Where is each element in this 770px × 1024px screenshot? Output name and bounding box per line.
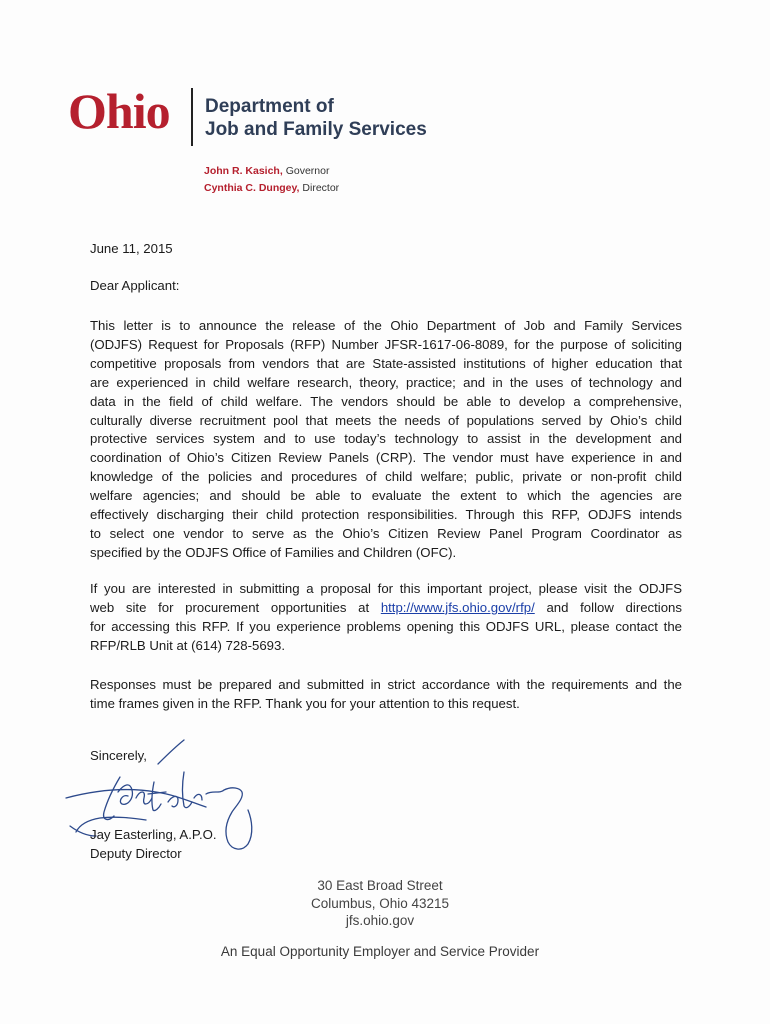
salutation: Dear Applicant: [90, 278, 180, 293]
paragraph-line: time frames given in the RFP. Thank you for your attention to this request. [90, 695, 520, 711]
logo-divider [191, 88, 193, 146]
paragraph-line: coordination of Ohio’s Citizen Review Panels (CRP). The vendor must have experience in and [90, 450, 682, 466]
paragraph-line: protective services system and to use today’s technology to assist in the development and [90, 431, 682, 447]
governor-title: Governor [285, 165, 330, 177]
director-name: Cynthia C. Dungey, [204, 182, 300, 194]
department-name-line1: Department of [205, 96, 334, 117]
paragraph-line: welfare agencies; and should be able to evaluate the extent to which the agencies are [90, 488, 682, 504]
paragraph-line: Responses must be prepared and submitted in strict accordance with the requirements and the [90, 677, 682, 692]
paragraph-line [90, 599, 682, 618]
paragraph-requirements [90, 676, 682, 714]
rfp-link[interactable]: http://www.jfs.ohio.gov/rfp/ [380, 599, 535, 615]
letter-date: June 11, 2015 [90, 241, 173, 256]
signer-title: Deputy Director [90, 846, 182, 861]
closing: Sincerely, [90, 748, 147, 763]
governor-line [204, 163, 339, 180]
paragraph-line: If you are interested in submitting a proposal for this important project, please visit the ODJFS [90, 581, 682, 596]
paragraph-line: RFP/RLB Unit at (614) 728-5693. [90, 637, 285, 653]
paragraph-line: specified by the ODJFS Office of Families and Children (OFC). [90, 544, 457, 560]
paragraph-line: culturally diverse recruitment pool that meets the needs of populations served by Ohio’s child [90, 412, 682, 428]
paragraph-text: and follow directions [534, 599, 682, 615]
signer-name: Jay Easterling, A.P.O. [90, 827, 217, 842]
footer-website: jfs.ohio.gov [345, 913, 415, 928]
paragraph-line: are experienced in child welfare research, theory, practice; and in the uses of technology and [90, 374, 682, 390]
governor-name: John R. Kasich, [204, 165, 283, 177]
paragraph-line: (ODJFS) Request for Proposals (RFP) Number JFSR-1617-06-8089, for the purpose of soliciting [90, 336, 682, 352]
footer-eeo-statement: An Equal Opportunity Employer and Service Provider [220, 944, 540, 959]
paragraph-line: This letter is to announce the release of the Ohio Department of Job and Family Services [90, 318, 682, 333]
paragraph-line: for accessing this RFP. If you experience problems opening this ODJFS URL, please contact the [90, 618, 682, 634]
paragraph-line: competitive proposals from vendors that are State-assisted institutions of higher education that [90, 355, 682, 371]
paragraph-line: data in the field of child welfare. The vendors should be able to develop a comprehensive, [90, 393, 682, 409]
footer-address-street: 30 East Broad Street [317, 878, 443, 893]
director-title: Director [302, 182, 340, 194]
paragraph-line: knowledge of the policies and procedures of child welfare; public, private or non-profit child [90, 469, 682, 485]
department-name-line2: Job and Family Services [205, 119, 427, 140]
paragraph-line: effectively discharging their child protection responsibilities. Through this RFP, ODJFS intends [90, 507, 682, 523]
paragraph-announcement [90, 317, 682, 563]
ohio-logo: Ohio [68, 83, 170, 139]
footer-address-city: Columbus, Ohio 43215 [310, 896, 450, 911]
paragraph-text: web site for procurement opportunities at [90, 599, 381, 615]
director-line [204, 180, 339, 197]
paragraph-line: to select one vendor to serve as the Ohio’s Citizen Review Panel Program Coordinator as [90, 525, 682, 541]
officials-block [204, 163, 339, 197]
paragraph-instructions [90, 580, 682, 656]
